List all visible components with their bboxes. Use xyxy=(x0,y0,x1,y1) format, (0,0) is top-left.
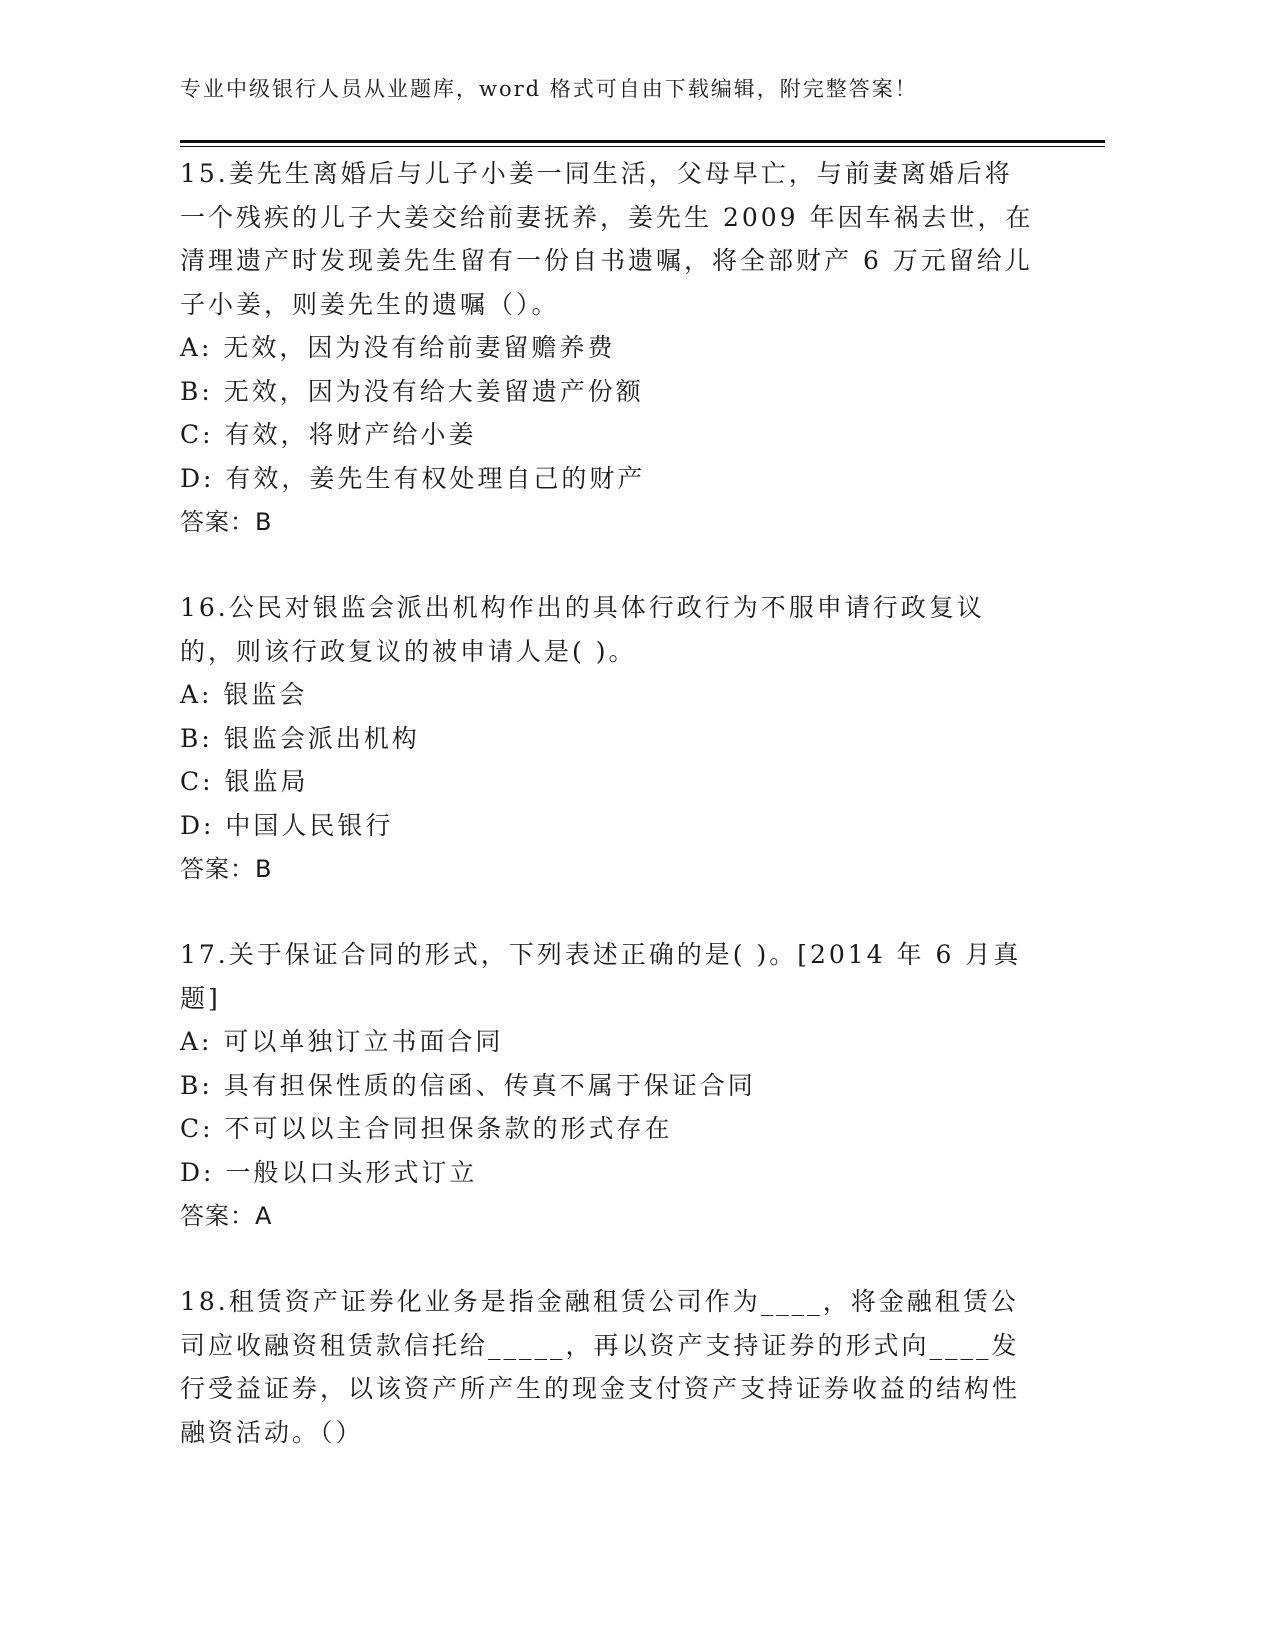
page-header: 专业中级银行人员从业题库，word 格式可自由下载编辑，附完整答案！ xyxy=(180,77,918,101)
answer: 答案：A xyxy=(180,1202,273,1230)
header-rule-thick xyxy=(180,140,1105,143)
question-17 xyxy=(180,933,1040,1238)
option-a: A: 银监会 xyxy=(180,680,308,709)
option-c: C: 有效，将财产给小姜 xyxy=(180,420,477,449)
option-d: D: 有效，姜先生有权处理自己的财产 xyxy=(180,463,646,493)
option-a: A: 无效，因为没有给前妻留赡养费 xyxy=(180,333,616,362)
question-list xyxy=(180,152,1040,1496)
option-c: C: 不可以以主合同担保条款的形式存在 xyxy=(180,1114,673,1143)
answer: 答案：B xyxy=(180,855,273,883)
option-b: B: 具有担保性质的信函、传真不属于保证合同 xyxy=(180,1070,756,1100)
answer: 答案：B xyxy=(180,508,273,536)
question-stem: 18.租赁资产证券化业务是指金融租赁公司作为____，将金融租赁公司应收融资租赁款信托给_____，再以资产支持证券的形式向____发行受益证券，以该资产所产生的现金支付资产支持证券收益的结构性融资活动。（） xyxy=(180,1287,1021,1447)
question-stem: 15.姜先生离婚后与儿子小姜一同生活，父母早亡，与前妻离婚后将一个残疾的儿子大姜交给前妻抚养，姜先生 2009 年因车祸去世，在清理遗产时发现姜先生留有一份自书遗嘱，将全部财产 6 万元留给儿子小姜，则姜先生的遗嘱（）。 xyxy=(180,159,1034,319)
header-rule-thin xyxy=(180,146,1105,147)
question-18 xyxy=(180,1280,1040,1454)
option-d: D: 一般以口头形式订立 xyxy=(180,1157,478,1187)
question-stem: 17.关于保证合同的形式，下列表述正确的是( )。[2014 年 6 月真题] xyxy=(180,940,1022,1013)
option-b: B: 银监会派出机构 xyxy=(180,723,420,753)
option-b: B: 无效，因为没有给大姜留遗产份额 xyxy=(180,376,644,406)
question-stem: 16.公民对银监会派出机构作出的具体行政行为不服申请行政复议的，则该行政复议的被申请人是( )。 xyxy=(180,593,985,666)
question-16 xyxy=(180,586,1040,891)
question-15 xyxy=(180,152,1040,544)
option-a: A: 可以单独订立书面合同 xyxy=(180,1027,504,1056)
option-c: C: 银监局 xyxy=(180,767,309,796)
option-d: D: 中国人民银行 xyxy=(180,810,394,840)
